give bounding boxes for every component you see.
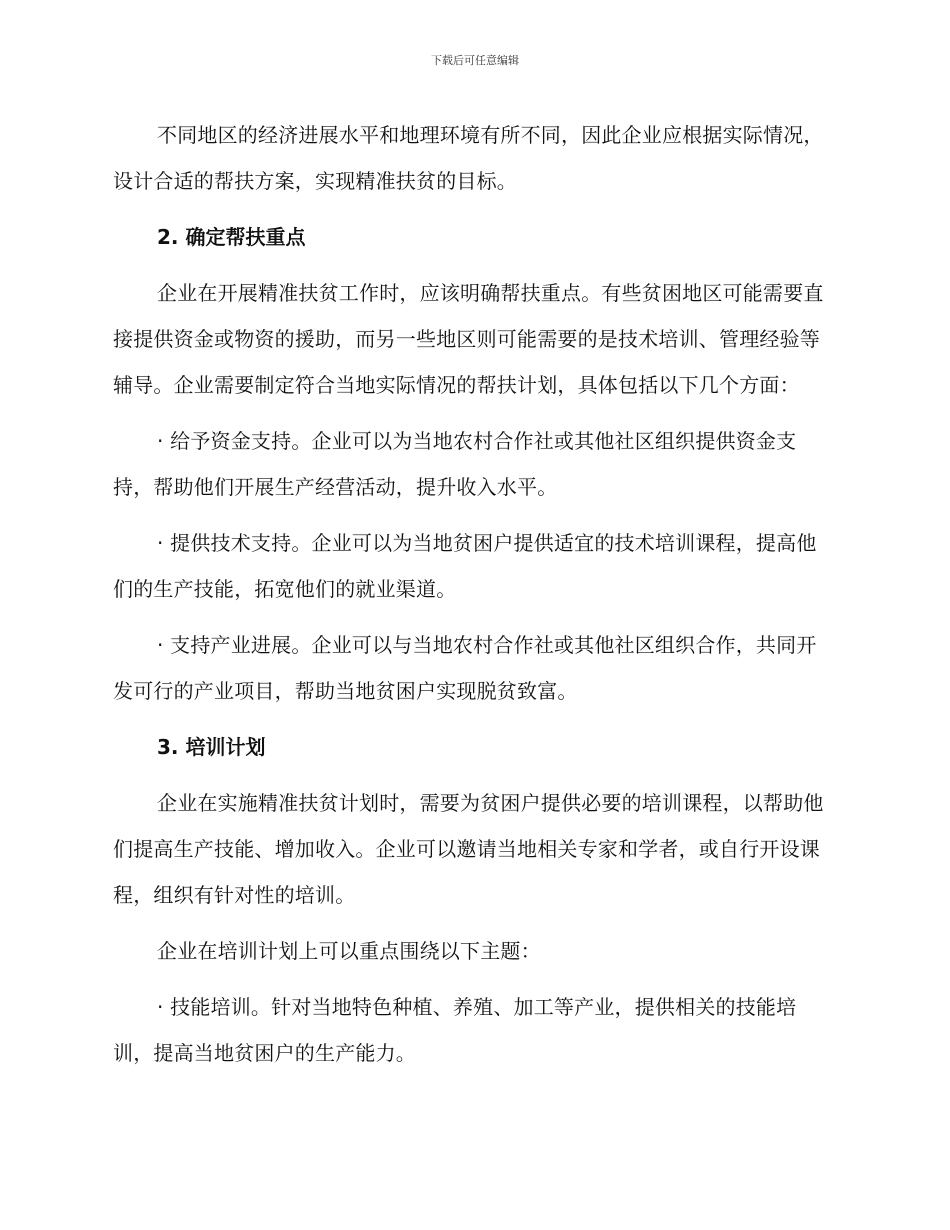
spacer — [113, 714, 835, 724]
spacer — [113, 260, 835, 270]
spacer — [113, 204, 835, 214]
section-heading-3: 3. 培训计划 — [157, 735, 266, 759]
spacer — [113, 612, 835, 622]
spacer — [113, 918, 835, 928]
spacer — [113, 510, 835, 520]
paragraph-assistance-focus: 企业在开展精准扶贫工作时，应该明确帮扶重点。有些贫困地区可能需要直接提供资金或物资的援助，而另一些地区则可能需要的是技术培训、管理经验等辅导。企业需要制定符合当地实际情况的帮扶计划，具体包括以下几个方面： — [113, 281, 824, 397]
page-header-note: 下载后可任意编辑 — [431, 54, 519, 67]
bullet-funding-support: · 给予资金支持。企业可以为当地农村合作社或其他社区组织提供资金支持，帮助他们开展生产经营活动，提升收入水平。 — [113, 429, 797, 499]
bullet-industry-support: · 支持产业进展。企业可以与当地农村合作社或其他社区组织合作，共同开发可行的产业项目，帮助当地贫困户实现脱贫致富。 — [113, 633, 817, 703]
section-heading-2: 2. 确定帮扶重点 — [157, 225, 306, 249]
spacer — [113, 770, 835, 780]
paragraph-training-plan: 企业在实施精准扶贫计划时，需要为贫困户提供必要的培训课程，以帮助他们提高生产技能、增加收入。企业可以邀请当地相关专家和学者，或自行开设课程，组织有针对性的培训。 — [113, 791, 824, 907]
paragraph-regional-differences: 不同地区的经济进展水平和地理环境有所不同，因此企业应根据实际情况，设计合适的帮扶方案，实现精准扶贫的目标。 — [113, 123, 824, 193]
bullet-skills-training: · 技能培训。针对当地特色种植、养殖、加工等产业，提供相关的技能培训，提高当地贫困户的生产能力。 — [113, 995, 797, 1065]
paragraph-training-topics: 企业在培训计划上可以重点围绕以下主题： — [157, 939, 541, 963]
spacer — [113, 408, 835, 418]
document-body — [113, 112, 835, 1076]
spacer — [113, 974, 835, 984]
bullet-technical-support: · 提供技术支持。企业可以为当地贫困户提供适宜的技术培训课程，提高他们的生产技能，拓宽他们的就业渠道。 — [113, 531, 817, 601]
